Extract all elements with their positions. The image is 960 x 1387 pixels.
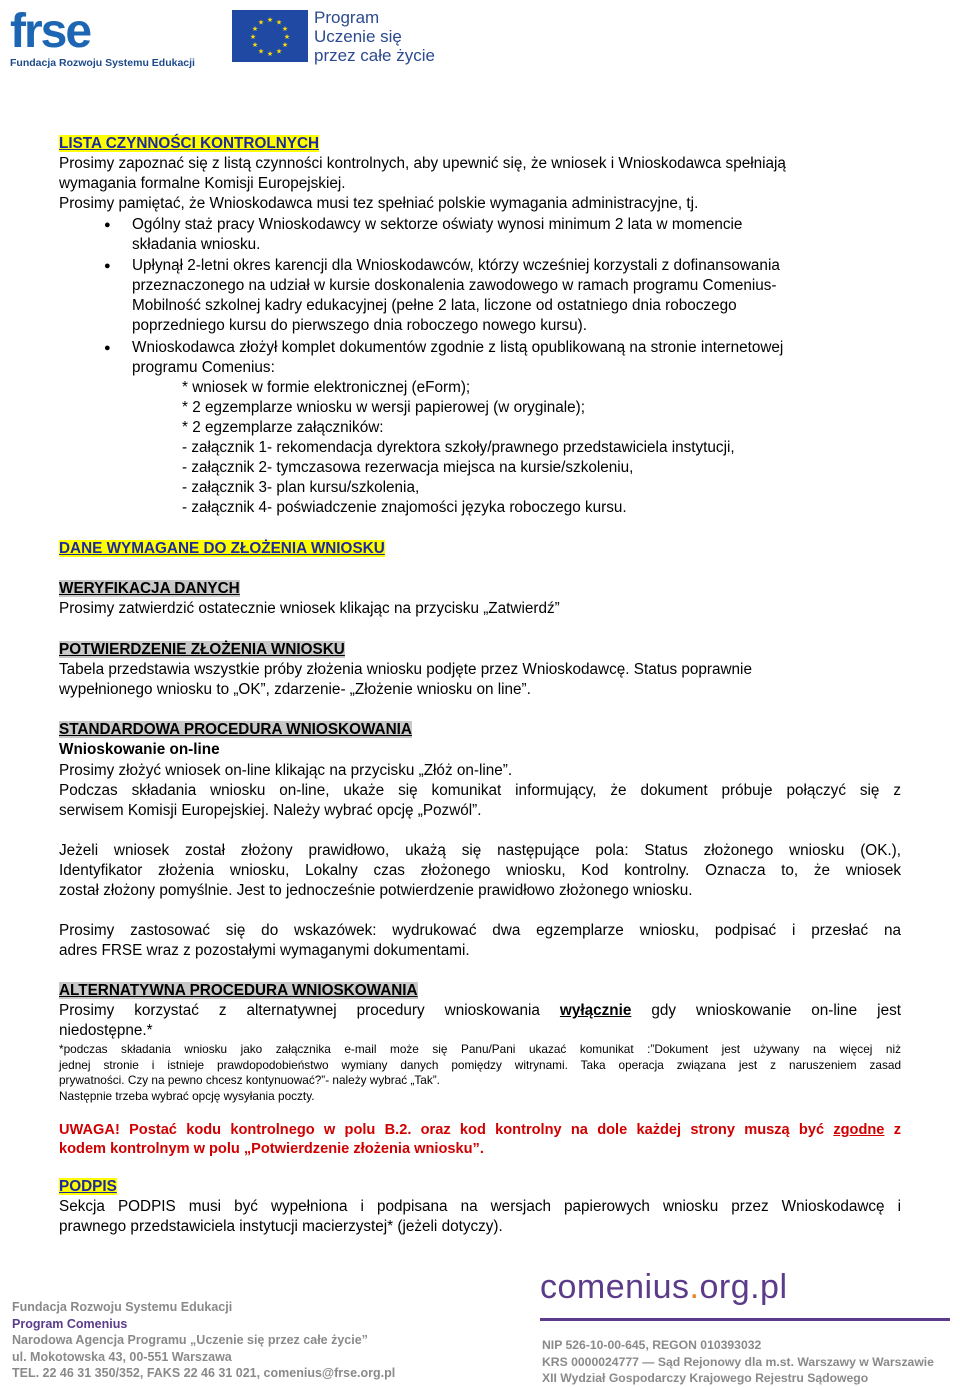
document-list-item: - załącznik 1- rekomendacja dyrektora szkoły/prawnego przedstawiciela instytucji, (182, 439, 735, 456)
bullet-text-line: składania wniosku. (132, 236, 261, 253)
confirmation-text-line: Tabela przedstawia wszystkie próby złożenia wniosku podjęte przez Wnioskodawcę. Status poprawnie (59, 661, 752, 678)
standard-text-line: serwisem Komisji Europejskiej. Należy wybrać opcję „Pozwól”. (59, 802, 482, 819)
document-list-item: - załącznik 2- tymczasowa rezerwacja miejsca na kursie/szkoleniu, (182, 459, 634, 476)
document-list-item: * wniosek w formie elektronicznej (eForm); (182, 379, 471, 396)
program-logo-line: Uczenie się (314, 27, 402, 46)
program-logo-text (314, 8, 435, 65)
svg-text:★: ★ (251, 25, 259, 33)
alternative-procedure-heading: ALTERNATYWNA PROCEDURA WNIOSKOWANIA (59, 982, 418, 999)
footer-line: Program Comenius (12, 1316, 128, 1331)
footer-line: Fundacja Rozwoju Systemu Edukacji (12, 1300, 233, 1314)
program-logo-line: przez całe życie (314, 46, 435, 65)
exclusively-emphasis: wyłącznie (559, 1002, 632, 1019)
confirmation-text-line: wypełnionego wniosku to „OK”, zdarzenie- „Złożenie wniosku on line”. (59, 681, 531, 698)
footer-line: XII Wydział Gospodarczy Krajowego Rejestru Sądowego (542, 1371, 869, 1385)
required-data-heading: DANE WYMAGANE DO ZŁOŻENIA WNIOSKU (59, 540, 385, 557)
standard-text-line: Podczas składania wniosku on-line, ukaże się komunikat informujący, że dokument próbuje połączyć się z (59, 782, 901, 799)
svg-text:★: ★ (275, 18, 283, 27)
standard-text-line: Prosimy zastosować się do wskazówek: wydrukować dwa egzemplarze wniosku, podpisać i przesłać na (59, 922, 901, 939)
program-logo-line: Program (314, 8, 380, 27)
svg-text:★: ★ (275, 47, 283, 56)
confirmation-heading: POTWIERDZENIE ZŁOŻENIA WNIOSKU (59, 641, 345, 658)
checklist-intro-line: Prosimy pamiętać, że Wnioskodawca musi tez spełniać polskie wymagania administracyjne, tj. (59, 195, 699, 212)
footer-line: KRS 0000024777 — Sąd Rejonowy dla m.st. Warszawy w Warszawie (542, 1354, 934, 1369)
svg-text:★: ★ (281, 41, 289, 49)
verification-heading: WERYFIKACJA DANYCH (59, 580, 240, 597)
signature-text-line: prawnego przedstawiciela instytucji macierzystej* (jeżeli dotyczy). (59, 1218, 503, 1235)
alternative-text-line: Prosimy korzystać z alternatywnej procedury wnioskowania wyłącznie gdy wnioskowanie on-line jest (59, 1002, 901, 1019)
eu-flag-icon (232, 10, 308, 62)
footer-divider (540, 1318, 950, 1321)
bullet-icon: ● (104, 342, 111, 354)
bullet-icon: ● (104, 219, 111, 231)
bullet-text-line: Wnioskodawca złożył komplet dokumentów zgodnie z listą opublikowaną na stronie internetowej (132, 339, 784, 356)
footer-line: Narodowa Agencja Programu „Uczenie się przez całe życie” (12, 1333, 368, 1347)
footer-line: ul. Mokotowska 43, 00-551 Warszawa (12, 1349, 232, 1364)
standard-text-line: Prosimy złożyć wniosek on-line klikając na przycisku „Złóż on-line”. (59, 762, 513, 779)
standard-text-line: Jeżeli wniosek został złożony prawidłowo, ukażą się następujące pola: Status złożonego wniosku (OK.), (59, 842, 901, 859)
standard-text-line: Identyfikator złożenia wniosku, Lokalny czas złożonego wniosku, Kod kontrolny. Oznacza to, że wniosek (59, 862, 901, 879)
alternative-text-line: niedostępne.* (59, 1022, 153, 1039)
svg-text:★: ★ (249, 33, 257, 41)
online-subheading: Wnioskowanie on-line (59, 741, 220, 758)
document-list-item: - załącznik 4- poświadczenie znajomości języka roboczego kursu. (182, 499, 627, 516)
frse-logo (10, 5, 195, 69)
footer-line: NIP 526-10-00-645, REGON 010393032 (542, 1338, 762, 1352)
verification-text: Prosimy zatwierdzić ostatecznie wniosek klikając na przycisku „Zatwierdź” (59, 600, 560, 617)
footer-website: comenius.org.pl (540, 1268, 788, 1306)
standard-text-line: adres FRSE wraz z pozostałymi wymaganymi dokumentami. (59, 942, 470, 959)
footer-line: TEL. 22 46 31 350/352, FAKS 22 46 31 021, comenius@frse.org.pl (12, 1366, 396, 1380)
bullet-icon: ● (104, 260, 111, 272)
bullet-text-line: poprzedniego kursu do pierwszego dnia roboczego nowego kursu). (132, 317, 587, 334)
document-list-item: - załącznik 3- plan kursu/szkolenia, (182, 479, 420, 496)
footnote-line: *podczas składania wniosku jako załącznika e-mail może się Panu/Pani ukazać komunikat :”Dokument jest używany na więcej niż (59, 1042, 901, 1056)
checklist-intro-line: wymagania formalne Komisji Europejskiej. (59, 175, 346, 192)
document-list-item: * 2 egzemplarze załączników: (182, 419, 384, 436)
checklist-intro-line: Prosimy zapoznać się z listą czynności kontrolnych, aby upewnić się, że wniosek i Wnioskodawca spełniają (59, 155, 786, 172)
bullet-text-line: przeznaczonego na udział w kursie doskonalenia zawodowego w ramach programu Comenius- (132, 277, 777, 294)
warning-line: kodem kontrolnym w polu „Potwierdzenie złożenia wniosku”. (59, 1141, 484, 1157)
standard-procedure-heading: STANDARDOWA PROCEDURA WNIOSKOWANIA (59, 721, 412, 738)
frse-logo-subtitle: Fundacja Rozwoju Systemu Edukacji (10, 57, 195, 69)
document-list-item: * 2 egzemplarze wniosku w wersji papierowej (w oryginale); (182, 399, 585, 416)
bullet-text-line: Upłynął 2-letni okres karencji dla Wnioskodawców, którzy wcześniej korzystali z dofinansowania (132, 257, 780, 274)
svg-text:★: ★ (281, 25, 289, 33)
bullet-text-line: Mobilność szkolnej kadry edukacyjnej (pełne 2 lata, liczone od ostatniego dnia roboczego (132, 297, 737, 314)
warning-line: UWAGA! Postać kodu kontrolnego w polu B.2. oraz kod kontrolny na dole każdej strony muszą być zgodne z (59, 1122, 901, 1138)
svg-text:★: ★ (283, 33, 291, 41)
footnote-line: prywatności. Czy na pewno chcesz kontynuować?”- należy wybrać „Tak”. (59, 1073, 440, 1087)
signature-text-line: Sekcja PODPIS musi być wypełniona i podpisana na wersjach papierowych wniosku przez Wnioskodawcę i (59, 1198, 901, 1215)
footnote-line: Następnie trzeba wybrać opcję wysyłania poczty. (59, 1089, 315, 1103)
footer-registry (542, 1337, 934, 1387)
footnote-line: jednej stronie i istnieje prawdopodobieństwo wymiany danych pomiędzy witrynami. Taka operacja związana jest z naruszeniem zasad (59, 1057, 901, 1072)
standard-text-line: został złożony pomyślnie. Jest to jednocześnie potwierdzenie prawidłowo złożonego wniosku. (59, 882, 693, 899)
bullet-text-line: programu Comenius: (132, 359, 275, 376)
svg-text:★: ★ (257, 47, 265, 56)
svg-text:★: ★ (257, 18, 265, 27)
signature-heading: PODPIS (59, 1178, 117, 1195)
bullet-text-line: Ogólny staż pracy Wnioskodawcy w sektorze oświaty wynosi minimum 2 lata w momencie (132, 216, 743, 233)
svg-text:★: ★ (266, 50, 274, 58)
footer-address (12, 1299, 395, 1382)
checklist-heading: LISTA CZYNNOŚCI KONTROLNYCH (59, 135, 320, 152)
svg-text:★: ★ (266, 16, 274, 24)
svg-text:★: ★ (251, 41, 259, 49)
frse-logo-letters: frse (10, 5, 91, 58)
